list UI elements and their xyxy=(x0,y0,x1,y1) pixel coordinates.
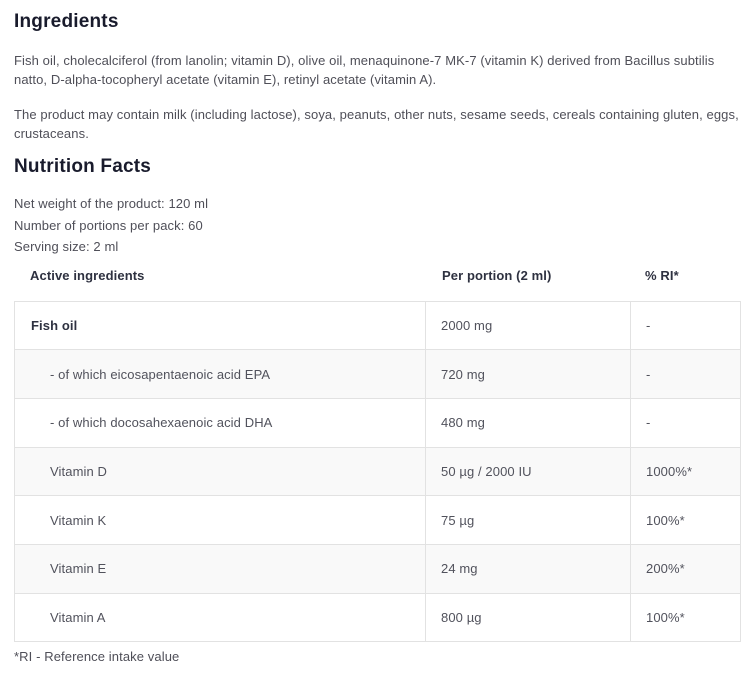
nutrition-table xyxy=(14,301,741,643)
ri-value: 200%* xyxy=(631,544,741,593)
portion-value: 24 mg xyxy=(426,544,631,593)
ri-value: - xyxy=(631,301,741,350)
ri-value: - xyxy=(631,398,741,447)
table-row-fish-oil xyxy=(15,301,741,350)
ingredient-name: - of which eicosapentaenoic acid EPA xyxy=(15,350,426,399)
ingredient-name: Fish oil xyxy=(15,301,426,350)
ingredients-paragraph: Fish oil, cholecalciferol (from lanolin; vitamin D), olive oil, menaquinone-7 MK-7 (vitamin K) derived from Bacillus subtilis natto, D-alpha-tocopheryl acetate (vitamin E), retinyl acetate (vitamin A). xyxy=(14,53,715,87)
ri-value: 1000%* xyxy=(631,447,741,496)
ingredient-name: Vitamin A xyxy=(15,593,426,642)
column-header-per-portion: Per portion (2 ml) xyxy=(442,267,552,283)
table-row-vitamin-a xyxy=(15,593,741,642)
portion-value: 75 µg xyxy=(426,496,631,545)
allergen-paragraph: The product may contain milk (including lactose), soya, peanuts, other nuts, sesame seeds, cereals containing gluten, eggs, crustaceans. xyxy=(14,107,739,141)
column-header-ri: % RI* xyxy=(645,267,679,283)
table-row-epa xyxy=(15,350,741,399)
table-row-vitamin-k xyxy=(15,496,741,545)
ri-value: - xyxy=(631,350,741,399)
reference-intake-footnote: *RI - Reference intake value xyxy=(14,649,180,665)
nutrition-table-header-row xyxy=(14,267,740,285)
product-info-block xyxy=(14,193,741,258)
portion-value: 720 mg xyxy=(426,350,631,399)
portion-value: 800 µg xyxy=(426,593,631,642)
nutrition-facts-title: Nutrition Facts xyxy=(14,156,152,177)
column-header-active-ingredients: Active ingredients xyxy=(30,267,145,283)
table-row-dha xyxy=(15,398,741,447)
net-weight-line: Net weight of the product: 120 ml xyxy=(14,196,209,211)
portion-value: 2000 mg xyxy=(426,301,631,350)
ingredient-name: Vitamin E xyxy=(15,544,426,593)
ingredients-title: Ingredients xyxy=(14,11,119,32)
ri-value: 100%* xyxy=(631,593,741,642)
serving-size-line: Serving size: 2 ml xyxy=(14,239,119,254)
ingredient-name: Vitamin D xyxy=(15,447,426,496)
table-row-vitamin-e xyxy=(15,544,741,593)
portion-value: 50 µg / 2000 IU xyxy=(426,447,631,496)
ri-value: 100%* xyxy=(631,496,741,545)
table-row-vitamin-d xyxy=(15,447,741,496)
portions-per-pack-line: Number of portions per pack: 60 xyxy=(14,217,203,233)
ingredient-name: Vitamin K xyxy=(15,496,426,545)
ingredient-name: - of which docosahexaenoic acid DHA xyxy=(15,398,426,447)
portion-value: 480 mg xyxy=(426,398,631,447)
